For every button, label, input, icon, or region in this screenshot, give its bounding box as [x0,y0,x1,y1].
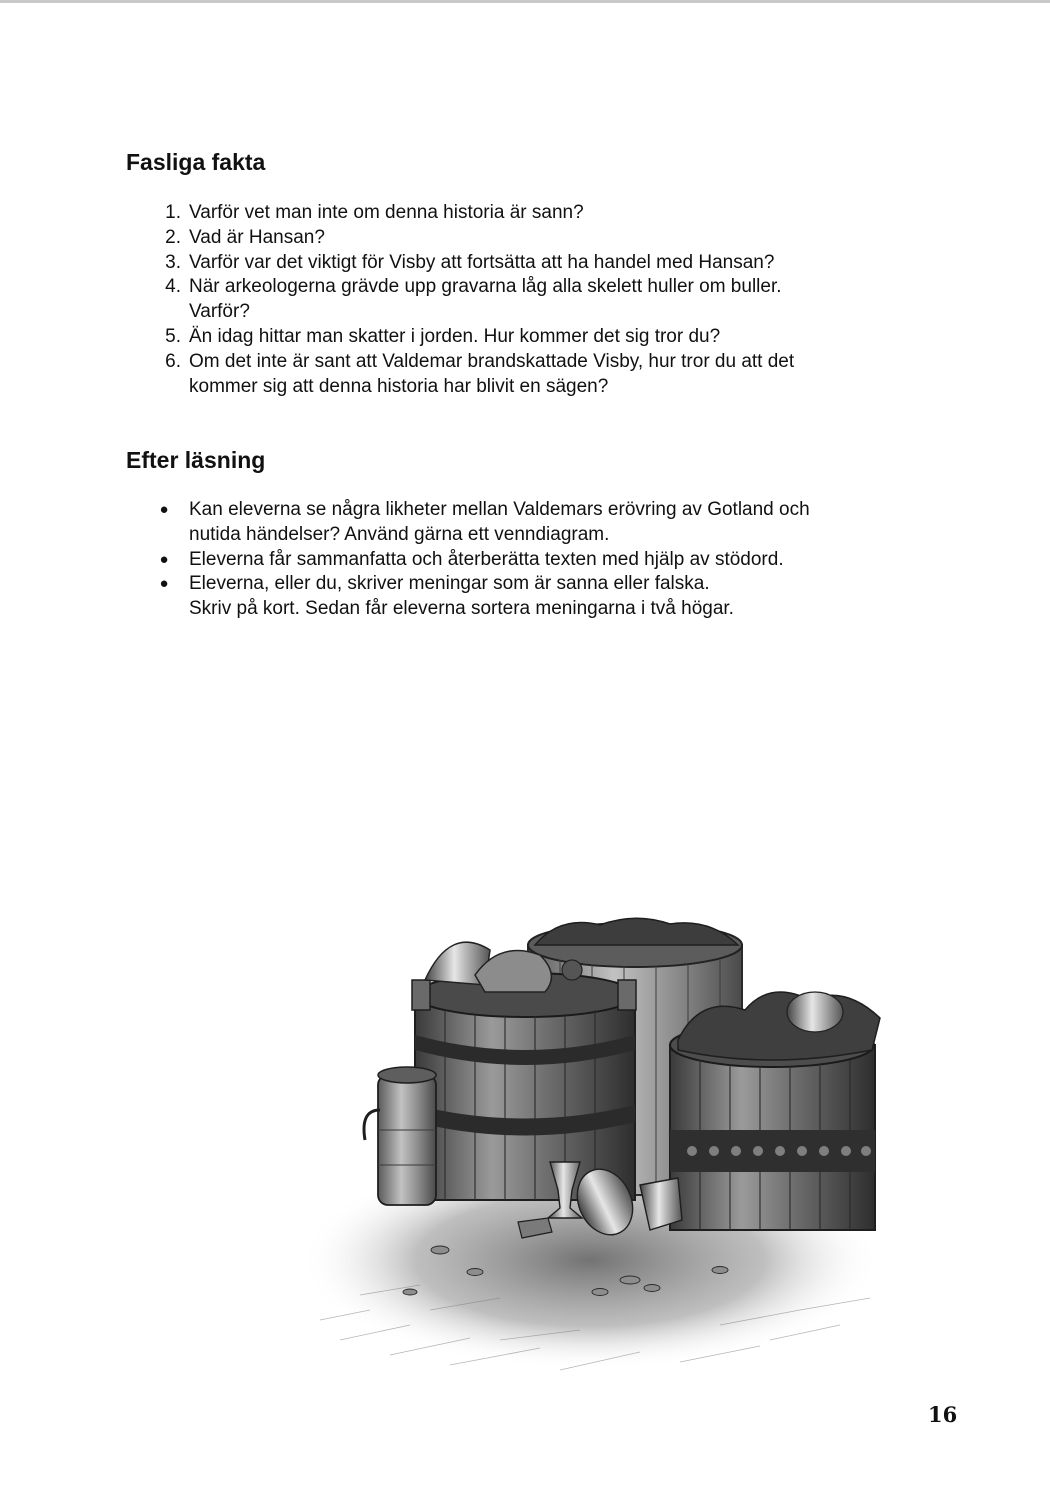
list-number: 6. [165,350,181,372]
list-item-text: Om det inte är sant att Valdemar brandskattade Visby, hur tror du att det [189,350,795,372]
page-number: 16 [928,1402,958,1427]
activity-list [159,498,909,622]
list-item-text: Varför var det viktigt för Visby att fortsätta att ha handel med Hansan? [189,251,775,273]
question-list [165,201,909,399]
list-item [159,498,909,548]
bullet-icon: ● [159,575,169,593]
list-item-text: Eleverna får sammanfatta och återberätta texten med hjälp av stödord. [189,548,784,570]
list-item-text: nutida händelser? Använd gärna ett venndiagram. [189,523,610,545]
list-item-text: Eleverna, eller du, skriver meningar som är sanna eller falska. [189,573,710,595]
list-item-text: Skriv på kort. Sedan får eleverna sortera meningarna i två högar. [189,598,734,620]
section-heading-fasliga-fakta: Fasliga fakta [126,149,266,175]
list-item [165,350,909,400]
list-number: 1. [165,202,181,223]
list-item-text: Varför? [189,301,250,323]
list-item-text: Än idag hittar man skatter i jorden. Hur kommer det sig tror du? [189,325,721,347]
list-number: 5. [165,325,181,347]
list-item [159,548,909,573]
list-item-text: Vad är Hansan? [189,226,325,248]
list-item [165,275,909,325]
list-number: 3. [165,251,181,273]
bullet-icon: ● [159,501,169,518]
treasure-barrels-illustration [300,900,900,1390]
list-item-text: Varför vet man inte om denna historia är sann? [189,202,584,223]
list-item [165,226,909,251]
section-heading-efter-lasning: Efter läsning [126,447,266,473]
list-item-text: När arkeologerna grävde upp gravarna låg alla skelett huller om buller. [189,276,782,298]
list-item-text: Kan eleverna se några likheter mellan Valdemars erövring av Gotland och [189,499,810,520]
list-item-text: kommer sig att denna historia har blivit en sägen? [189,375,609,397]
list-item [165,251,909,276]
list-item [165,201,909,226]
bullet-icon: ● [159,550,169,568]
list-item [165,325,909,350]
list-number: 4. [165,276,181,298]
list-item [159,572,909,622]
list-number: 2. [165,226,181,248]
